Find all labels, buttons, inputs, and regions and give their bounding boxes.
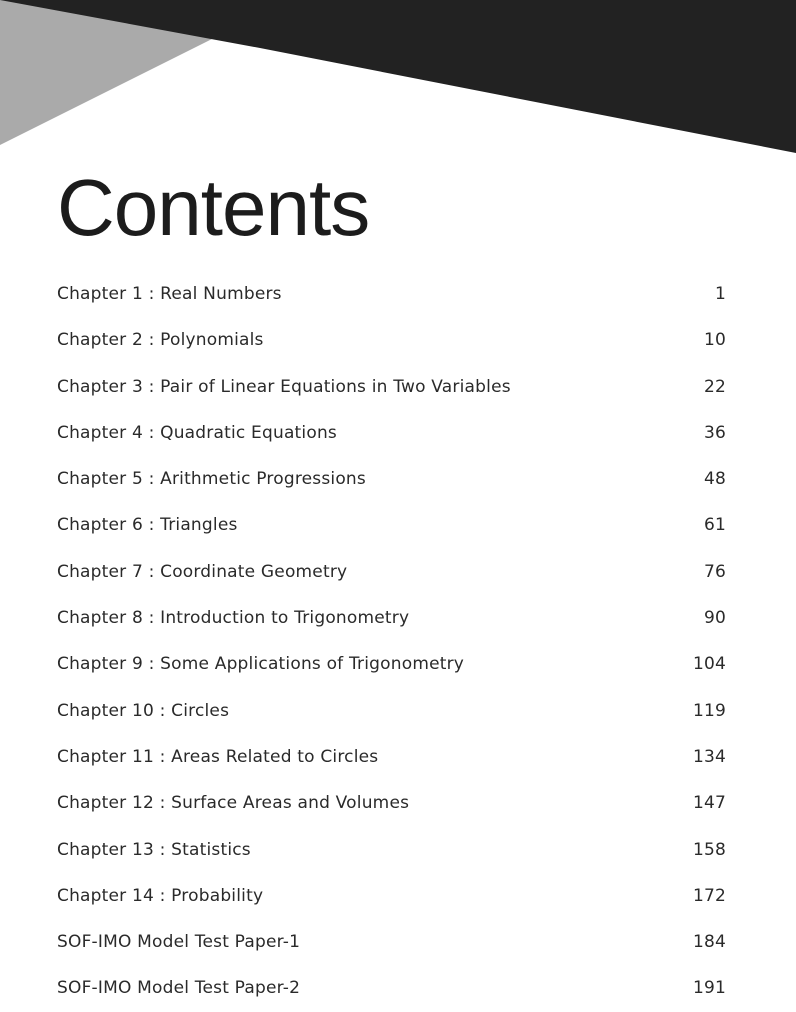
toc-entry-label: Chapter 6 : Triangles bbox=[57, 515, 238, 536]
toc-entry bbox=[57, 641, 726, 687]
toc-entry-label: Chapter 10 : Circles bbox=[57, 700, 230, 721]
toc-entry bbox=[57, 688, 726, 734]
toc-entry bbox=[57, 595, 726, 641]
toc-entry bbox=[57, 364, 726, 410]
toc-entry-label: Chapter 13 : Statistics bbox=[57, 839, 251, 860]
toc-entry-label: Chapter 14 : Probability bbox=[57, 885, 264, 906]
table-of-contents bbox=[57, 271, 726, 1012]
toc-entry-page-number: 36 bbox=[703, 422, 726, 443]
toc-entry bbox=[57, 410, 726, 456]
header-decoration bbox=[0, 0, 796, 160]
toc-entry-page-number: 10 bbox=[703, 330, 726, 351]
toc-entry bbox=[57, 734, 726, 780]
toc-entry-page-number: 172 bbox=[692, 885, 726, 906]
toc-entry bbox=[57, 271, 726, 317]
toc-entry bbox=[57, 873, 726, 919]
toc-entry-page-number: 104 bbox=[692, 654, 726, 675]
toc-entry-page-number: 191 bbox=[692, 978, 726, 999]
toc-entry bbox=[57, 780, 726, 826]
toc-entry-page-number: 134 bbox=[692, 746, 726, 767]
toc-entry-page-number: 48 bbox=[703, 469, 726, 490]
page-title: Contents bbox=[57, 163, 370, 252]
toc-entry-label: Chapter 5 : Arithmetic Progressions bbox=[57, 469, 366, 490]
toc-entry-label: Chapter 9 : Some Applications of Trigonometry bbox=[57, 654, 465, 675]
toc-entry bbox=[57, 317, 726, 363]
toc-entry-page-number: 158 bbox=[692, 839, 726, 860]
toc-entry bbox=[57, 965, 726, 1011]
toc-entry-label: SOF-IMO Model Test Paper-1 bbox=[57, 932, 301, 953]
toc-entry-page-number: 22 bbox=[703, 376, 726, 397]
toc-entry-label: Chapter 8 : Introduction to Trigonometry bbox=[57, 608, 410, 629]
toc-entry bbox=[57, 827, 726, 873]
toc-entry-page-number: 76 bbox=[703, 561, 726, 582]
toc-entry bbox=[57, 549, 726, 595]
toc-entry-label: Chapter 2 : Polynomials bbox=[57, 330, 264, 351]
toc-entry-page-number: 184 bbox=[692, 932, 726, 953]
toc-entry-label: SOF-IMO Model Test Paper-2 bbox=[57, 978, 301, 999]
toc-entry-page-number: 147 bbox=[692, 793, 726, 814]
toc-entry bbox=[57, 456, 726, 502]
toc-entry-label: Chapter 7 : Coordinate Geometry bbox=[57, 561, 348, 582]
toc-entry-label: Chapter 3 : Pair of Linear Equations in Two Variables bbox=[57, 376, 511, 397]
toc-entry-label: Chapter 12 : Surface Areas and Volumes bbox=[57, 793, 410, 814]
toc-entry-label: Chapter 11 : Areas Related to Circles bbox=[57, 746, 379, 767]
toc-entry-label: Chapter 4 : Quadratic Equations bbox=[57, 422, 337, 443]
toc-entry-page-number: 61 bbox=[703, 515, 726, 536]
toc-entry-label: Chapter 1 : Real Numbers bbox=[57, 284, 282, 304]
toc-entry bbox=[57, 919, 726, 965]
toc-entry-page-number: 90 bbox=[703, 608, 726, 629]
toc-entry-page-number: 1 bbox=[714, 284, 726, 304]
toc-entry-page-number: 119 bbox=[692, 700, 726, 721]
toc-entry bbox=[57, 502, 726, 548]
